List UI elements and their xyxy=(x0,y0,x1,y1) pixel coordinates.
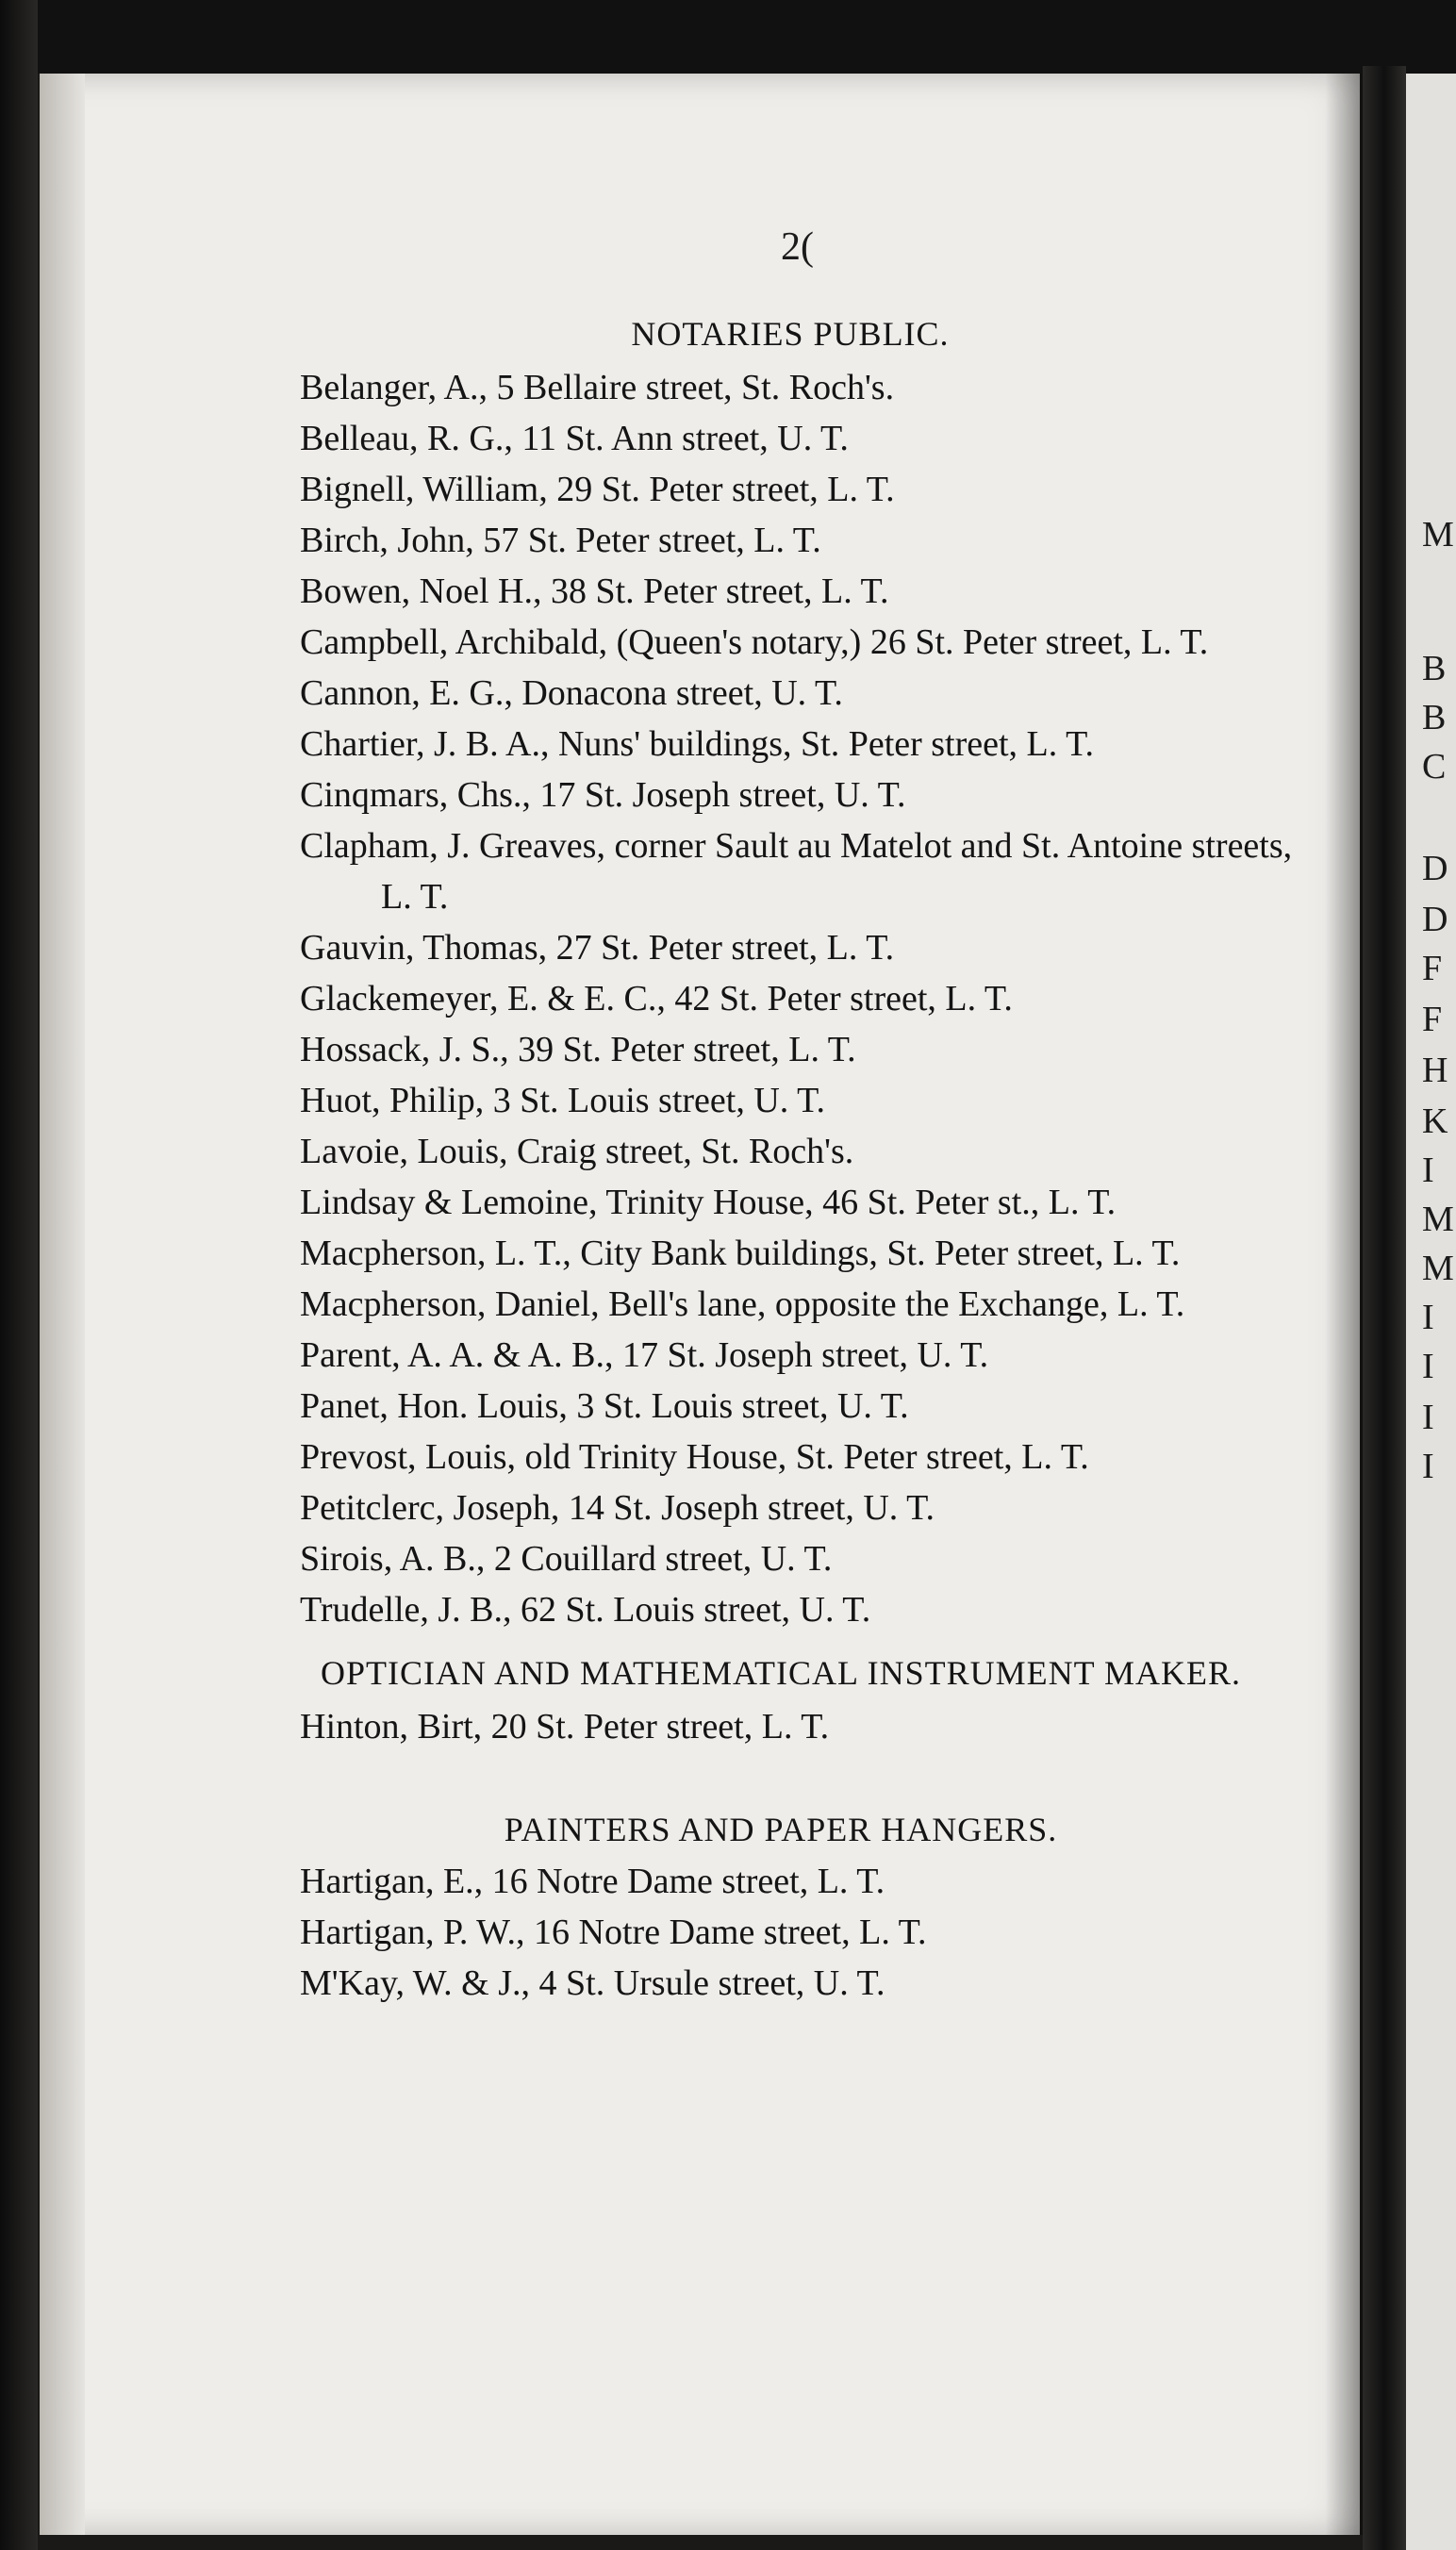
facing-letter: M xyxy=(1422,1200,1454,1239)
facing-letter: H xyxy=(1422,1051,1448,1090)
section-optician xyxy=(300,1701,1320,1752)
facing-letter: I xyxy=(1422,1151,1434,1190)
directory-entry: Prevost, Louis, old Trinity House, St. Peter street, L. T. xyxy=(300,1437,1089,1477)
directory-entry: Petitclerc, Joseph, 14 St. Joseph street, U. T. xyxy=(300,1488,935,1528)
page-number: 2( xyxy=(781,225,814,269)
directory-entry: Campbell, Archibald, (Queen's notary,) 26 St. Peter street, L. T. xyxy=(300,622,1209,662)
directory-entry: Hossack, J. S., 39 St. Peter street, L. T. xyxy=(300,1030,856,1069)
directory-entry: Bignell, William, 29 St. Peter street, L. T. xyxy=(300,470,895,509)
facing-letter: I xyxy=(1422,1298,1434,1337)
directory-entry: Sirois, A. B., 2 Couillard street, U. T. xyxy=(300,1539,833,1579)
directory-entry: Chartier, J. B. A., Nuns' buildings, St. Peter street, L. T. xyxy=(300,724,1094,764)
directory-entry: Belanger, A., 5 Bellaire street, St. Roch's. xyxy=(300,368,895,407)
directory-entry: Lindsay & Lemoine, Trinity House, 46 St. Peter st., L. T. xyxy=(300,1183,1117,1222)
directory-entry: Cinqmars, Chs., 17 St. Joseph street, U. T. xyxy=(300,775,906,815)
directory-entry: Lavoie, Louis, Craig street, St. Roch's. xyxy=(300,1132,854,1171)
section-heading-optician: OPTICIAN AND MATHEMATICAL INSTRUMENT MAKER. xyxy=(320,1654,1241,1692)
facing-letter: C xyxy=(1422,747,1447,787)
facing-letter: D xyxy=(1422,849,1448,888)
directory-entry: Parent, A. A. & A. B., 17 St. Joseph street, U. T. xyxy=(300,1335,989,1375)
section-painters xyxy=(300,1856,1320,2009)
directory-entry: Hartigan, E., 16 Notre Dame street, L. T. xyxy=(300,1862,885,1901)
page-binding-edge xyxy=(40,74,85,2535)
directory-entry: Panet, Hon. Louis, 3 St. Louis street, U. T. xyxy=(300,1386,909,1426)
directory-entry: M'Kay, W. & J., 4 St. Ursule street, U. T. xyxy=(300,1963,885,2003)
facing-letter: M xyxy=(1422,515,1454,555)
facing-letter: M xyxy=(1422,1249,1454,1288)
scan-border-top xyxy=(0,0,1456,74)
directory-entry: Macpherson, Daniel, Bell's lane, opposite the Exchange, L. T. xyxy=(300,1284,1185,1324)
directory-entry: Huot, Philip, 3 St. Louis street, U. T. xyxy=(300,1081,825,1120)
directory-entry: Trudelle, J. B., 62 St. Louis street, U. T. xyxy=(300,1590,871,1630)
section-heading-notaries: NOTARIES PUBLIC. xyxy=(631,315,950,353)
facing-letter: I xyxy=(1422,1447,1434,1486)
directory-entry: Birch, John, 57 St. Peter street, L. T. xyxy=(300,521,821,560)
facing-letter: B xyxy=(1422,649,1447,688)
directory-entry: Clapham, J. Greaves, corner Sault au Matelot and St. Antoine streets, L. T. xyxy=(300,826,1293,917)
facing-letter: B xyxy=(1422,698,1447,737)
facing-letter: I xyxy=(1422,1347,1434,1386)
facing-letter: K xyxy=(1422,1101,1448,1141)
directory-entry: Hinton, Birt, 20 St. Peter street, L. T. xyxy=(300,1707,830,1747)
directory-entry: Gauvin, Thomas, 27 St. Peter street, L. T. xyxy=(300,928,895,968)
page-edge-shadow xyxy=(1325,74,1363,2535)
facing-letter: I xyxy=(1422,1398,1434,1437)
section-notaries xyxy=(300,362,1320,1635)
directory-entry: Belleau, R. G., 11 St. Ann street, U. T. xyxy=(300,419,849,458)
directory-entry: Hartigan, P. W., 16 Notre Dame street, L. T. xyxy=(300,1912,927,1952)
directory-entry: Cannon, E. G., Donacona street, U. T. xyxy=(300,673,843,713)
directory-entry: Bowen, Noel H., 38 St. Peter street, L. T. xyxy=(300,571,889,611)
directory-listing xyxy=(300,311,1320,2009)
book-gutter xyxy=(1363,66,1406,2550)
facing-letter: D xyxy=(1422,900,1448,939)
facing-letter: F xyxy=(1422,1000,1443,1039)
section-heading-painters: PAINTERS AND PAPER HANGERS. xyxy=(504,1811,1058,1848)
facing-letter: F xyxy=(1422,949,1443,988)
directory-entry: Macpherson, L. T., City Bank buildings, St. Peter street, L. T. xyxy=(300,1234,1181,1273)
directory-entry: Glackemeyer, E. & E. C., 42 St. Peter street, L. T. xyxy=(300,979,1013,1018)
scan-border-left xyxy=(0,0,38,2550)
